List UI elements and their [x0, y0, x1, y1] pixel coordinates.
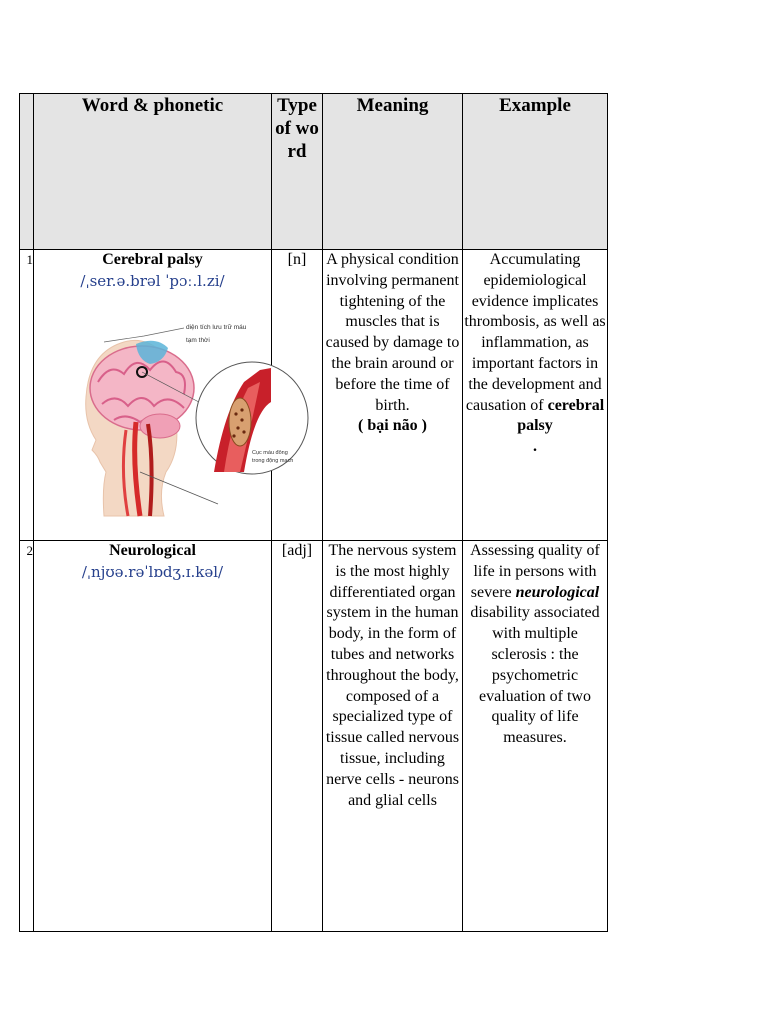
vocabulary-table	[19, 93, 608, 932]
word-term: Cerebral palsy	[102, 251, 203, 268]
example-highlight: neurological	[515, 583, 600, 601]
header-row	[20, 94, 608, 250]
example-cell	[463, 541, 608, 932]
example-text: Accumulating epidemiological evidence implicates thrombosis, as well as inflammation, as important factors in the development and causation of	[464, 251, 606, 414]
header-meaning: Meaning	[323, 94, 463, 250]
meaning-text: A physical condition involving permanent tightening of the muscles that is caused by damage to the brain around or before the time of birth.	[325, 251, 460, 414]
header-type-of-word: Type of word	[272, 94, 323, 250]
meaning-text: The nervous system is the most highly differentiated organ system in the human body, in the form of tubes and networks throughout the body, composed of a specialized type of tissue called nervous tissue, including nerve cells - neurons and glial cells	[325, 542, 460, 809]
header-number	[20, 94, 34, 250]
header-example: Example	[463, 94, 608, 250]
image-label: Cục máu đông	[252, 449, 288, 456]
word-type: [adj]	[272, 541, 323, 932]
example-end: .	[533, 438, 537, 456]
image-label: diện tích lưu trữ máu	[186, 323, 247, 331]
vietnamese-translation: ( bại não )	[358, 417, 427, 435]
meaning-cell	[323, 541, 463, 932]
header-word-phonetic: Word & phonetic	[34, 94, 272, 250]
image-label: trong động mạch	[252, 457, 294, 464]
word-phonetic: /ˌser.ə.brəl ˈpɔː.l.zi/	[80, 271, 225, 290]
meaning-cell	[323, 250, 463, 541]
image-label: tạm thời	[186, 336, 210, 344]
table-row	[20, 541, 608, 932]
example-cell	[463, 250, 608, 541]
word-cell	[34, 541, 272, 932]
table-row	[20, 250, 608, 541]
example-text: Assessing quality of life in persons with severe	[470, 542, 600, 601]
word-phonetic: /ˌnjʊə.rəˈlɒdʒ.ɪ.kəl/	[81, 562, 224, 581]
example-highlight: cerebral palsy	[517, 396, 605, 435]
row-number: 1	[20, 250, 34, 541]
example-end: disability associated with multiple sclerosis : the psychometric evaluation of two quality of life measures.	[470, 604, 600, 747]
word-term: Neurological	[109, 542, 196, 559]
row-number: 2	[20, 541, 34, 932]
brain-stroke-illustration	[84, 322, 294, 516]
word-cell	[34, 250, 294, 541]
word-type: [n]	[272, 250, 323, 541]
